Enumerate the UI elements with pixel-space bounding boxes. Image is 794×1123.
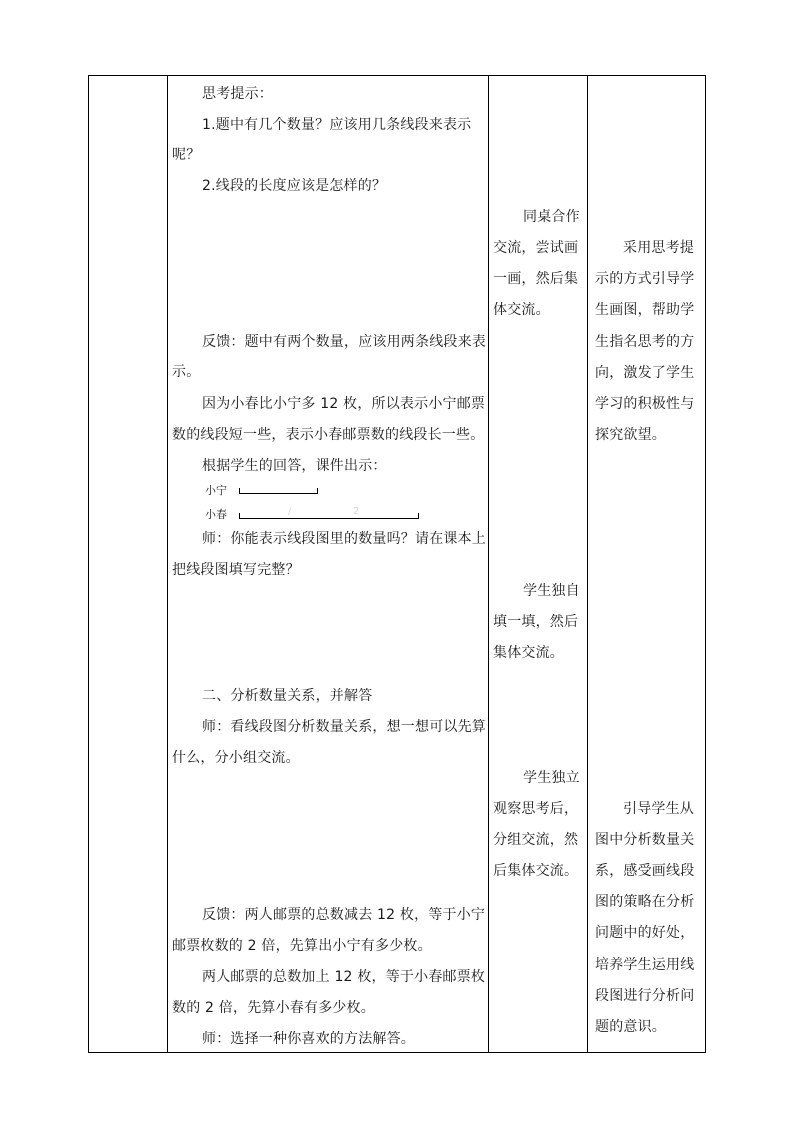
intent-1-line-7: 探究欲望。 <box>595 427 666 443</box>
feedback-3-cont: 数的 2 倍，先算小春有多少枚。 <box>172 1000 376 1016</box>
intent-2-line-2: 图中分析数量关 <box>595 832 695 848</box>
student-activity-1-line-3: 一画，然后集 <box>493 271 579 287</box>
segment-label-xiaoning: 小宁 <box>205 484 227 497</box>
teacher-question-2: 师：看线段图分析数量关系，想一想可以先算 <box>202 719 486 735</box>
column-divider-1 <box>167 75 168 1053</box>
teacher-question-1-cont: 把线段图填写完整？ <box>172 562 300 578</box>
intent-2-line-5: 问题中的好处， <box>595 925 695 941</box>
faint-mark: 2 <box>353 506 360 517</box>
segment-label-xiaochun: 小春 <box>205 508 227 521</box>
feedback-3: 两人邮票的总数加上 12 枚，等于小春邮票枚 <box>202 969 486 985</box>
segment-xiaoning-end-tick <box>317 488 318 493</box>
intent-1-line-1: 采用思考提 <box>623 240 694 256</box>
student-activity-3-line-2: 观察思考后， <box>493 801 579 817</box>
because-line-cont: 数的线段短一些，表示小春邮票数的线段长一些。 <box>172 427 485 443</box>
courseware-line: 根据学生的回答，课件出示： <box>202 458 387 474</box>
student-activity-2-line-3: 集体交流。 <box>493 645 564 661</box>
student-activity-3-line-3: 分组交流，然 <box>493 832 579 848</box>
intent-2-line-4: 图的策略在分析 <box>595 894 695 910</box>
student-activity-3-line-4: 后集体交流。 <box>493 863 579 879</box>
segment-xiaoning-start-tick <box>239 488 240 493</box>
hint-item-1: 1.题中有几个数量？应该用几条线段来表示 <box>202 117 472 133</box>
intent-2-line-3: 系，感受画线段 <box>595 863 695 879</box>
intent-2-line-6: 培养学生运用线 <box>595 957 695 973</box>
segment-xiaochun-end-tick <box>418 513 419 518</box>
hint-item-1-cont: 呢？ <box>172 147 201 163</box>
student-activity-2-line-1: 学生独自 <box>523 583 580 599</box>
intent-1-line-4: 生指名思考的方 <box>595 334 695 350</box>
feedback-1-cont: 示。 <box>172 364 201 380</box>
section-heading-2: 二、分析数量关系，并解答 <box>202 688 373 704</box>
faint-mark: / <box>288 506 292 517</box>
student-activity-1-line-1: 同桌合作 <box>523 209 580 225</box>
hint-title: 思考提示： <box>202 86 273 102</box>
student-activity-2-line-2: 填一填，然后 <box>493 614 579 630</box>
student-activity-1-line-2: 交流，尝试画 <box>493 240 579 256</box>
intent-2-line-1: 引导学生从 <box>623 801 694 817</box>
segment-xiaoning <box>239 493 318 494</box>
because-line: 因为小春比小宁多 12 枚，所以表示小宁邮票 <box>202 396 486 412</box>
column-divider-2 <box>488 75 489 1053</box>
intent-2-line-8: 题的意识。 <box>595 1019 666 1035</box>
segment-xiaochun-start-tick <box>239 513 240 518</box>
student-activity-1-line-4: 体交流。 <box>493 302 550 318</box>
feedback-1: 反馈：题中有两个数量，应该用两条线段来表 <box>202 334 486 350</box>
intent-1-line-3: 生画图，帮助学 <box>595 302 695 318</box>
column-divider-3 <box>587 75 588 1053</box>
feedback-2-cont: 邮票枚数的 2 倍，先算出小宁有多少枚。 <box>172 938 432 954</box>
intent-1-line-6: 学习的积极性与 <box>595 396 695 412</box>
feedback-2: 反馈：两人邮票的总数减去 12 枚，等于小宁 <box>202 907 486 923</box>
intent-1-line-5: 向，激发了学生 <box>595 365 695 381</box>
teacher-question-2-cont: 什么，分小组交流。 <box>172 750 300 766</box>
teacher-instruction-3: 师：选择一种你喜欢的方法解答。 <box>202 1031 415 1047</box>
intent-1-line-2: 示的方式引导学 <box>595 271 695 287</box>
student-activity-3-line-1: 学生独立 <box>523 770 580 786</box>
segment-xiaochun <box>239 518 419 519</box>
intent-2-line-7: 段图进行分析问 <box>595 988 695 1004</box>
hint-item-2: 2.线段的长度应该是怎样的？ <box>202 178 387 194</box>
teacher-question-1: 师：你能表示线段图里的数量吗？请在课本上 <box>202 531 486 547</box>
